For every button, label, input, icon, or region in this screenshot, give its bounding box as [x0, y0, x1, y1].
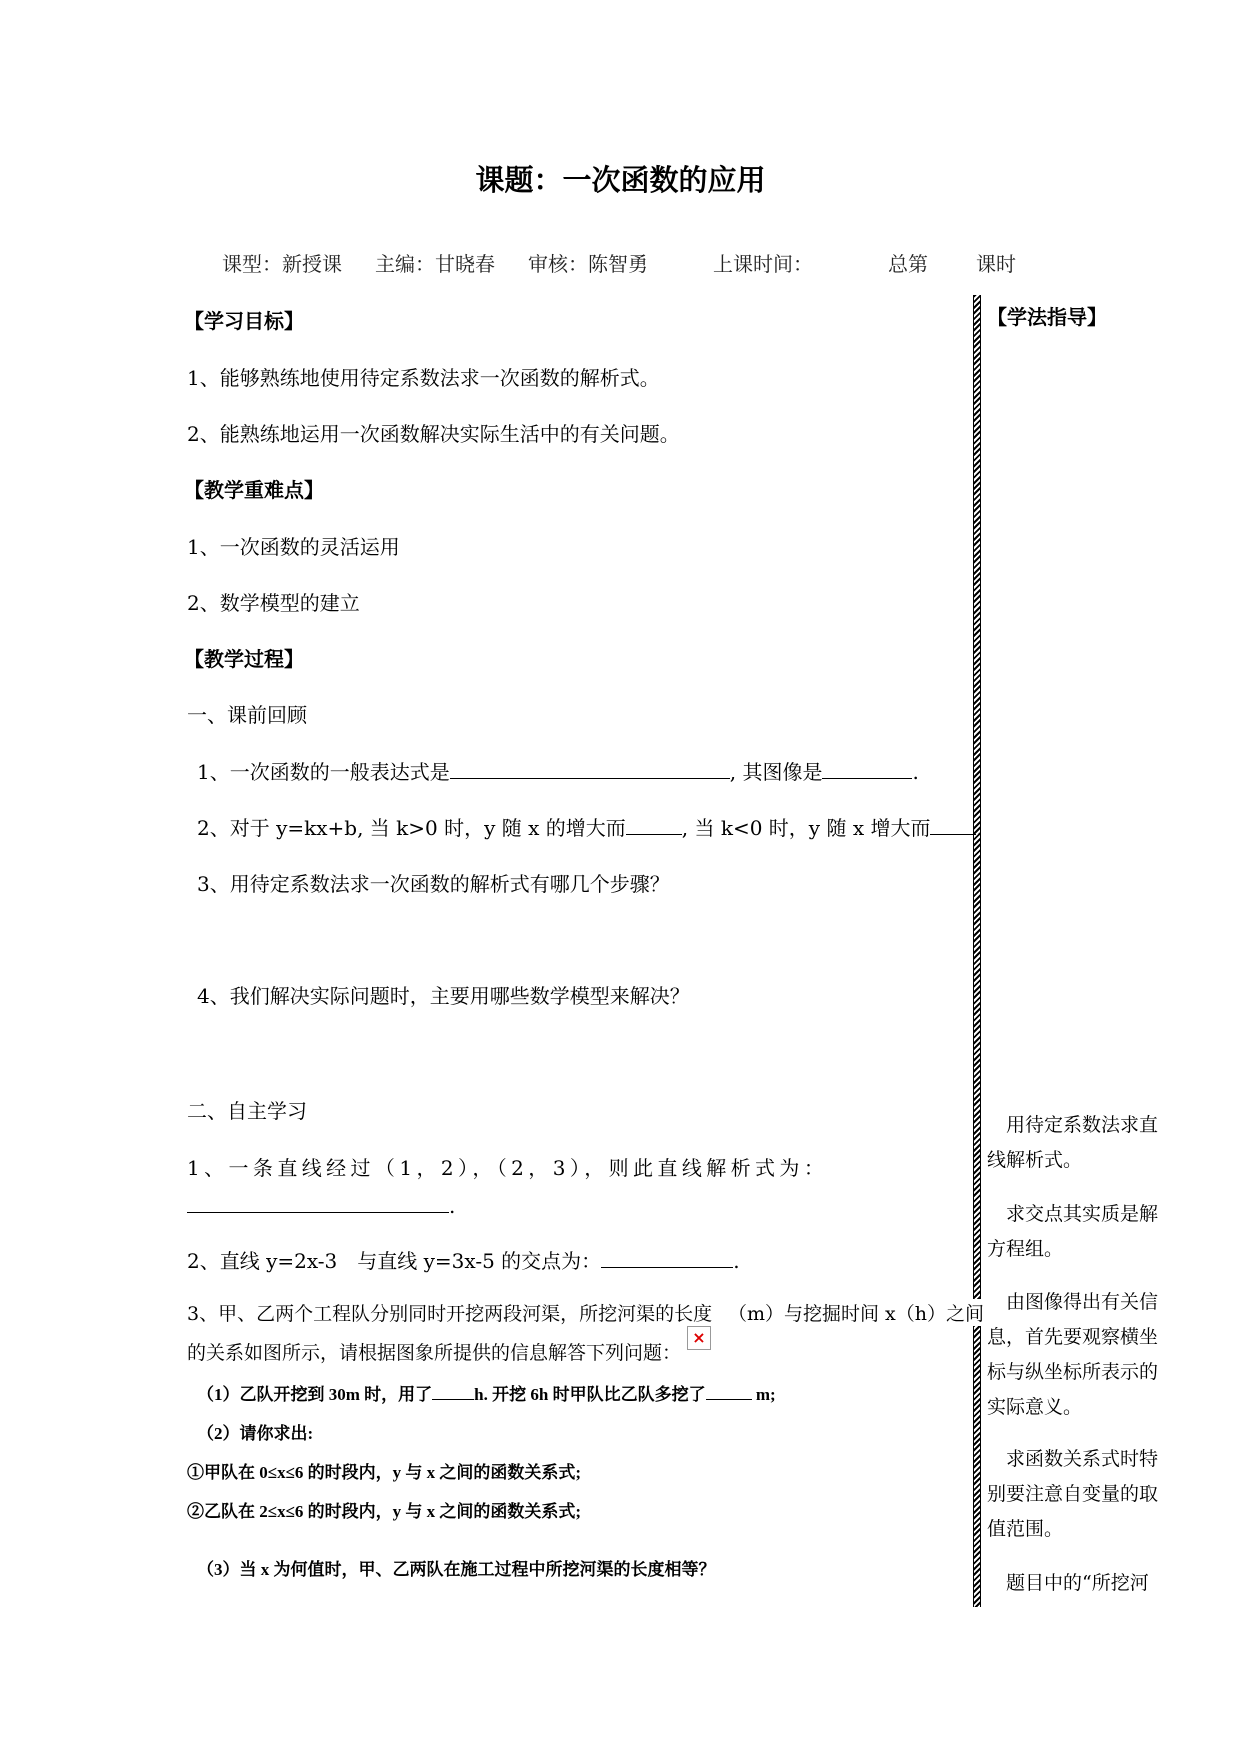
answer-blank[interactable]	[187, 1194, 449, 1213]
q1-text-b: h. 开挖 6h 时甲队比乙队多挖了	[474, 1385, 706, 1404]
meta-reviewer: 审核：陈智勇	[528, 252, 648, 276]
meta-period: 课时	[976, 252, 1016, 276]
meta-lesson-type: 课型：新授课	[222, 252, 342, 276]
self-question-1: 1、一条直线经过（1，2），（2，3），则此直线解析式为：	[187, 1156, 829, 1180]
sidebar-tip-2: 求交点其实质是解方程组。	[987, 1203, 1159, 1260]
self-question-3-line1: 3、甲、乙两个工程队分别同时开挖两段河渠，所挖河渠的长度	[187, 1303, 713, 1325]
review-1-text: 1、一次函数的一般表达式是	[197, 760, 450, 784]
objective-2: 2、能熟练地运用一次函数解决实际生活中的有关问题。	[187, 422, 680, 446]
self-question-3-line2: 的关系如图所示，请根据图象所提供的信息解答下列问题：	[187, 1342, 682, 1364]
review-1-text-c: .	[912, 760, 919, 784]
answer-blank[interactable]	[930, 816, 976, 835]
review-question-1	[197, 756, 919, 785]
answer-blank[interactable]	[601, 1249, 733, 1268]
review-question-3: 3、用待定系数法求一次函数的解析式有哪几个步骤？	[197, 872, 670, 896]
sidebar-tip-1: 用待定系数法求直线解析式。	[987, 1114, 1159, 1171]
answer-blank[interactable]	[626, 816, 682, 835]
self-2-text: 2、直线 y=2x-3 与直线 y=3x-5 的交点为：	[187, 1249, 602, 1273]
broken-image-icon: ×	[687, 1326, 711, 1350]
sidebar-tip-4: 求函数关系式时特别要注意自变量的取值范围。	[987, 1448, 1159, 1540]
self-question-1-answer	[187, 1194, 455, 1218]
keypoint-1: 1、一次函数的灵活运用	[187, 535, 400, 559]
sidebar-tip-5: 题目中的“所挖河	[987, 1572, 1149, 1594]
sidebar-heading: 【学法指导】	[987, 305, 1107, 329]
sub-question-3: （3）当 x 为何值时，甲、乙两队在施工过程中所挖河渠的长度相等？	[197, 1560, 716, 1579]
answer-blank[interactable]	[822, 760, 912, 779]
process-heading: 【教学过程】	[184, 647, 304, 671]
answer-blank[interactable]	[450, 760, 730, 779]
self-question-2	[187, 1245, 740, 1274]
review-2-text-b: , 当 k<0 时，y 随 x 增大而	[681, 816, 931, 840]
review-2-text-c: .	[976, 816, 983, 840]
self-2-end: .	[733, 1249, 740, 1273]
sidebar-tip-3: 由图像得出有关信息，首先要观察横坐标与纵坐标所表示的实际意义。	[987, 1291, 1159, 1418]
review-question-4: 4、我们解决实际问题时，主要用哪些数学模型来解决？	[197, 984, 690, 1008]
page-title: 课题：一次函数的应用	[475, 163, 766, 197]
meta-class-time: 上课时间：	[713, 252, 813, 276]
self-study-heading: 二、自主学习	[187, 1099, 307, 1123]
review-question-2	[197, 812, 983, 841]
objective-1: 1、能够熟练地使用待定系数法求一次函数的解析式。	[187, 366, 660, 390]
q1-text-c: m;	[751, 1385, 776, 1404]
q1-text: （1）乙队开挖到 30m 时，用了	[197, 1385, 433, 1404]
answer-blank[interactable]	[432, 1384, 474, 1400]
review-2-text: 2、对于 y=kx+b, 当 k>0 时，y 随 x 的增大而	[197, 816, 626, 840]
column-divider	[973, 295, 981, 1607]
answer-blank[interactable]	[706, 1384, 752, 1400]
review-heading: 一、课前回顾	[187, 703, 307, 727]
objectives-heading: 【学习目标】	[184, 309, 304, 333]
self-question-3-tail: （m）与挖掘时间 x（h）之间	[728, 1299, 984, 1326]
sub-question-1	[197, 1380, 776, 1405]
keypoints-heading: 【教学重难点】	[184, 478, 324, 502]
review-1-text-b: , 其图像是	[729, 760, 823, 784]
meta-total: 总第	[888, 252, 928, 276]
sub-question-2-1: ①甲队在 0≤x≤6 的时段内，y 与 x 之间的函数关系式;	[187, 1463, 582, 1482]
sub-question-2-2: ②乙队在 2≤x≤6 的时段内，y 与 x 之间的函数关系式;	[187, 1502, 582, 1521]
meta-editor: 主编：甘晓春	[375, 252, 495, 276]
self-1-end: .	[449, 1194, 456, 1218]
keypoint-2: 2、数学模型的建立	[187, 591, 360, 615]
sub-question-2: （2）请你求出:	[197, 1424, 314, 1443]
